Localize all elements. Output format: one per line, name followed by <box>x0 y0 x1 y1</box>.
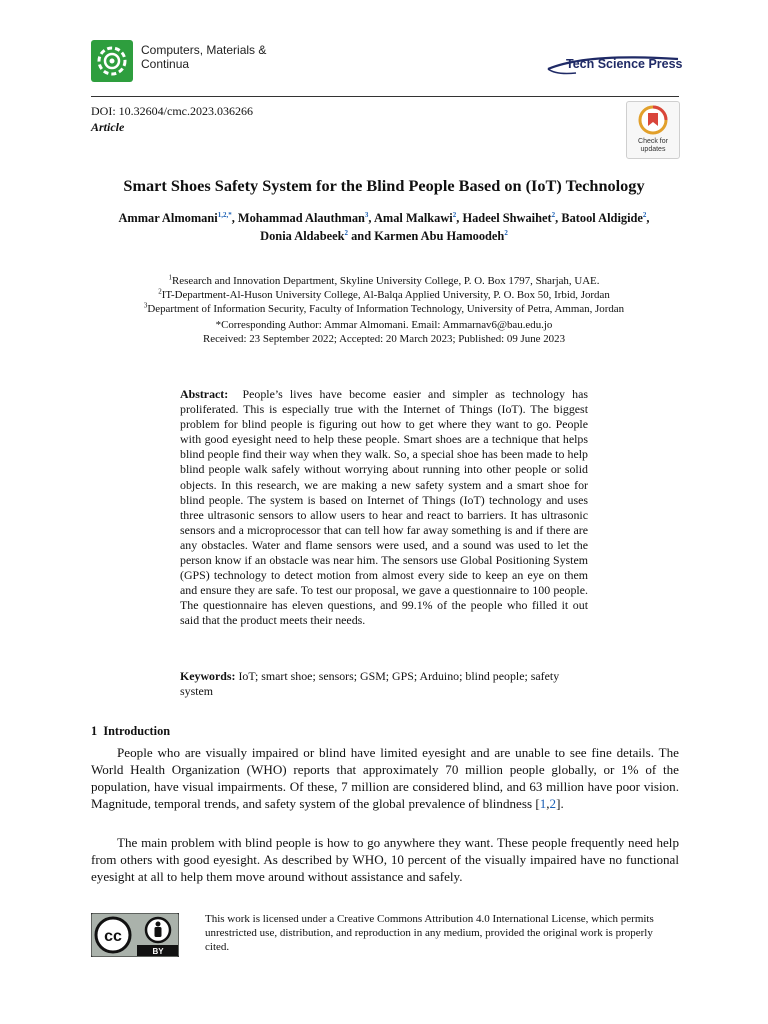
author[interactable]: Hadeel Shwaihet$^2$ <box>462 210 556 225</box>
section-number: 1 <box>91 724 98 738</box>
paper-title: Smart Shoes Safety System for the Blind People Based on (IoT) Technology <box>123 176 645 195</box>
author[interactable]: Karmen Abu Hamoodeh$^2$ <box>374 228 508 243</box>
abstract-text: People’s lives have become easier and simpler as technology has proliferated. This is especially true with the Internet of Things (IoT). The biggest problem for blind people is figuring out how to get where they want to go. People with good eyesight need to help these people. Smart shoes are a technique that helps blind people find their way when they walk. So, a special shoe has been made to help blind people walk safely without worrying about running into other people or solid objects. In this research, we are making a new safety system and a smart shoe for blind people. The system is based on Internet of Things (IoT) technology and uses three ultrasonic sensors to allow users to hear and react to barriers. It has ultrasonic sensors and a microprocessor that can tell how far away something is and if there are any obstacles. Water and flame sensors were used, and a sound was used to let the person know if an obstacle was near him. The sensors use Global Positioning System (GPS) technology to detect motion from almost every side to keep an eye on them and ensure they are safe. To test our proposal, we gave a questionnaire to 100 people. The questionnaire has eleven questions, and 99.1% of the people who filled it out said that the product meets their needs. <box>180 387 588 628</box>
cc-by-license-badge[interactable] <box>91 913 179 957</box>
doi[interactable]: DOI: 10.32604/cmc.2023.036266 <box>91 104 253 118</box>
header-divider <box>91 96 679 97</box>
affiliations <box>80 274 688 316</box>
by-badge-text: BY <box>152 947 164 956</box>
publisher-name: Tech Science Press <box>566 57 683 71</box>
publication-dates: Received: 23 September 2022; Accepted: 20 March 2023; Published: 09 June 2023 <box>202 333 566 345</box>
section-heading <box>91 724 170 739</box>
citation-link[interactable]: 2 <box>549 796 557 812</box>
check-updates-line1: Check for <box>638 138 668 145</box>
check-updates-icon <box>627 102 679 138</box>
journal-name <box>141 43 266 71</box>
journal-name-line2: Continua <box>141 57 190 71</box>
abstract <box>180 387 588 629</box>
section-title: Introduction <box>103 724 171 738</box>
author-list: Ammar Almomani$^{1,2,*}$, Mohammad Alauthman$^3$, Amal Malkawi$^2$, Hadeel Shwaihet$^2$, Batool Aldigide$^2$, Donia Aldabeek$^2$ and Karmen Abu Hamoodeh$^2$ <box>118 210 650 243</box>
body-paragraph: People who are visually impaired or blind have limited eyesight and are unable to see fine details. The World Health Organization (WHO) reports that approximately 70 million people globally, or 1% of the population, have visual impairments. Of these, 7 million are considered blind, and 63 million have poor vision. Magnitude, temporal trends, and safety system of the global prevalence of blindness [1,2]. <box>91 745 679 812</box>
author[interactable]: Batool Aldigide$^2$ <box>561 210 647 225</box>
journal-name-line1: Computers, Materials & <box>141 43 267 57</box>
abstract-label: Abstract: <box>180 387 229 401</box>
author[interactable]: Mohammad Alauthman$^3$ <box>237 210 369 225</box>
affiliation: $^2$IT-Department-Al-Huson University College, Al-Balqa Applied University, P. O. Box 50, Irbid, Jordan <box>158 287 610 301</box>
corresponding-author: *Corresponding Author: Ammar Almomani. Email: Ammarnav6@bau.edu.jo <box>215 319 553 331</box>
author[interactable]: Donia Aldabeek$^2$ <box>260 228 349 243</box>
check-for-updates-button[interactable] <box>626 101 680 159</box>
body-paragraph: The main problem with blind people is how to go anywhere they want. These people frequently need help from others with good eyesight. As described by WHO, 10 percent of the visually impaired have no functional eyesight at all to help them move around without assistance and safely. <box>91 835 679 885</box>
cc-badge-text: cc <box>104 928 122 945</box>
author[interactable]: Ammar Almomani$^{1,2,*}$ <box>118 210 232 225</box>
author[interactable]: Amal Malkawi$^2$ <box>373 210 457 225</box>
affiliation: $^3$Department of Information Security, Faculty of Information Technology, University of Petra, Amman, Jordan <box>143 301 625 315</box>
keywords-label: Keywords: <box>180 669 236 683</box>
keywords-text: IoT; smart shoe; sensors; GSM; GPS; Arduino; blind people; safety system <box>180 669 560 699</box>
article-type: Article <box>91 120 125 134</box>
affiliation: $^1$Research and Innovation Department, Skyline University College, P. O. Box 1797, Sharjah, UAE. <box>168 273 600 287</box>
keywords <box>180 669 588 699</box>
license-text: This work is licensed under a Creative Commons Attribution 4.0 International License, which permits unrestricted use, distribution, and reproduction in any medium, provided the original work is properly cited. <box>205 913 654 954</box>
citation-link[interactable]: 1 <box>539 796 547 812</box>
journal-logo <box>91 40 133 82</box>
check-updates-line2: updates <box>640 146 666 153</box>
